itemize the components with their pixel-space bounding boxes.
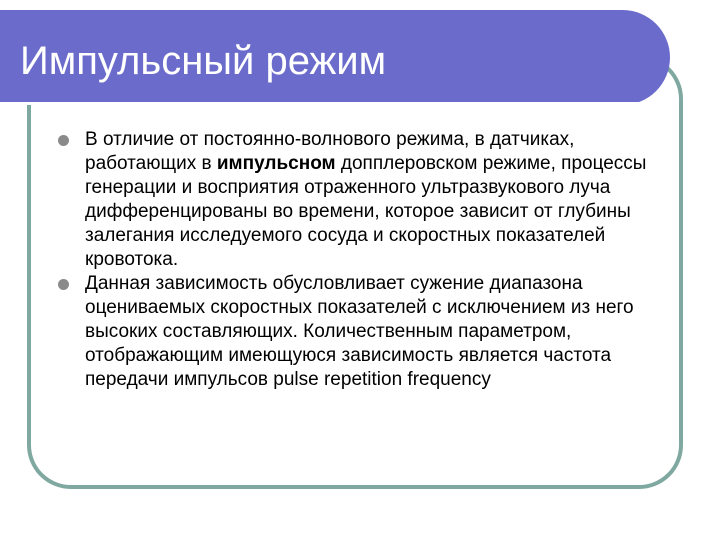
bullet-dot-icon [58, 279, 69, 290]
bullet-text-1-end: допплеровском режиме, процессы генерации и восприятия отраженного ультразвукового луча дифференцированы во времени, которое зависит от глубины залегания исследуемого сосуда и скоростных показателей кровотока. [85, 153, 647, 270]
bullet-dot-icon [58, 135, 69, 146]
title-bar [0, 10, 670, 105]
bullet-text-1-start: В отличие от постоянно-волнового режима, в датчиках, работающих в [85, 129, 575, 174]
bullet-item-2 [55, 272, 685, 392]
title-underline [0, 102, 640, 105]
bullet-list [55, 128, 685, 392]
slide-title: Импульсный режим [20, 39, 387, 83]
bullet-item-1 [55, 128, 685, 272]
bullet-text-2: Данная зависимость обусловливает сужение диапазона оцениваемых скоростных показателей с исключением из него высоких составляющих. Количественным параметром, отображающим имеющуюся зависимость является частота передачи импульсов pulse repetition frequency [85, 273, 634, 390]
bullet-text-1-bold: импульсном [216, 153, 336, 174]
bullet-text-1 [85, 128, 685, 272]
